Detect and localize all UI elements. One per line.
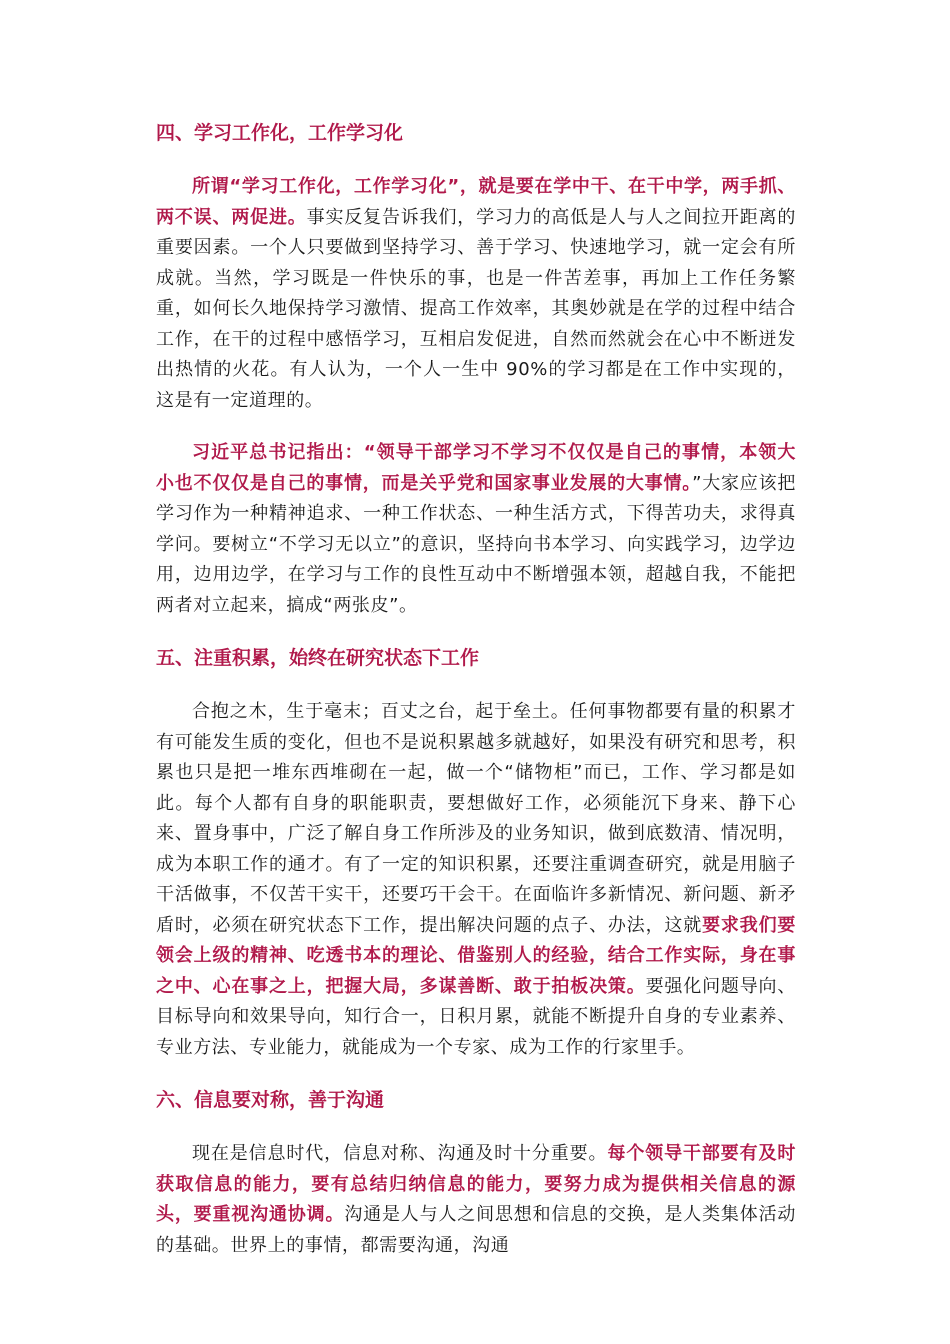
body-text: 事实反复告诉我们，学习力的高低是人与人之间拉开距离的重要因素。一个人只要做到坚持学习、善于学习、快速地学习，就一定会有所成就。当然，学习既是一件快乐的事，也是一件苦差事，再加上工作任务繁重，如何长久地保持学习激情、提高工作效率，其奥妙就是在学的过程中结合工作，在干的过程中感悟学习，互相启发促进，自然而然就会在心中不断迸发出热情的火花。有人认为，一个人一生中 90%的学习都是在工作中实现的，这是有一定道理的。 — [156, 206, 796, 411]
section-heading-4: 四、学习工作化，工作学习化 — [156, 122, 404, 144]
body-text: 沟通是人与人之间思想和信息的交换，是人类集体活动的基础。世界上的事情，都需要沟通，沟通 — [156, 1204, 797, 1256]
body-text: 现在是信息时代，信息对称、沟通及时十分重要。 — [192, 1143, 608, 1164]
document-page — [156, 118, 796, 1261]
highlighted-text: 要求我们要领会上级的精神、吃透书本的理论、借鉴别人的经验，结合工作实际，身在事之中、心在事之上，把握大局，多谋善断、敢于拍板决策。 — [156, 914, 796, 997]
body-text: ”大家应该把学习作为一种精神追求、一种工作状态、一种生活方式，下得苦功夫，求得真学问。要树立“不学习无以立”的意识，坚持向书本学习、向实践学习，边学边用，边用边学，在学习与工作的良性互动中不断增强本领，超越自我，不能把两者对立起来，搞成“两张皮”。 — [156, 472, 796, 616]
section-4-paragraph-2 — [156, 438, 796, 621]
section-heading-5: 五、注重积累，始终在研究状态下工作 — [156, 647, 480, 669]
body-text: 要强化问题导向、目标导向和效果导向，知行合一，日积月累，就能不断提升自身的专业素养、专业方法、专业能力，就能成为一个专家、成为工作的行家里手。 — [156, 975, 796, 1058]
section-6-paragraph-1 — [156, 1139, 796, 1261]
section-heading-6: 六、信息要对称，善于沟通 — [156, 1089, 385, 1111]
highlighted-text: 习近平总书记指出：“领导干部学习不学习不仅仅是自己的事情，本领大小也不仅仅是自己的事情，而是关乎党和国家事业发展的大事情。 — [156, 442, 796, 494]
highlighted-text: 所谓“学习工作化，工作学习化”，就是要在学中干、在干中学，两手抓、两不误、两促进。 — [156, 176, 796, 228]
body-text: 合抱之木，生于毫末；百丈之台，起于垒土。任何事物都要有量的积累才有可能发生质的变化，但也不是说积累越多就越好，如果没有研究和思考，积累也只是把一堆东西堆砌在一起，做一个“储物柜”而已，工作、学习都是如此。每个人都有自身的职能职责，要想做好工作，必须能沉下身来、静下心来、置身事中，广泛了解自身工作所涉及的业务知识，做到底数清、情况明，成为本职工作的通才。有了一定的知识积累，还要注重调查研究，就是用脑子干活做事，不仅苦干实干，还要巧干会干。在面临许多新情况、新问题、新矛盾时，必须在研究状态下工作，提出解决问题的点子、办法，这就 — [156, 701, 796, 936]
highlighted-text: 每个领导干部要有及时获取信息的能力，要有总结归纳信息的能力，要努力成为提供相关信息的源头，要重视沟通协调。 — [156, 1143, 797, 1225]
section-4-paragraph-1 — [156, 172, 796, 416]
section-5-paragraph-1 — [156, 697, 796, 1063]
